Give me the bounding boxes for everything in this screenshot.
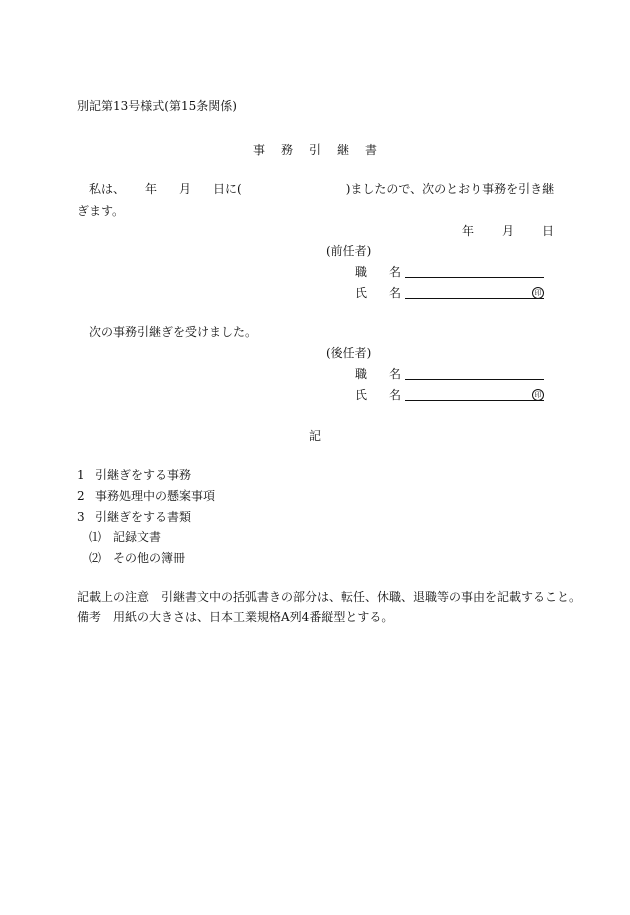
successor-name-label — [355, 389, 401, 401]
label-char: 職 — [355, 265, 368, 279]
document-date — [462, 225, 554, 237]
successor-role: (後任者) — [326, 346, 372, 360]
predecessor-seal-icon: 印 — [532, 287, 544, 299]
sub-item-text: 記録文書 — [113, 530, 162, 544]
predecessor-name-label — [355, 287, 401, 299]
label-char: 氏 — [355, 286, 368, 300]
form-reference: 別記第13号様式(第15条関係) — [77, 99, 237, 113]
sub-item-text: その他の簿冊 — [113, 551, 186, 565]
successor-title-label — [355, 368, 401, 380]
predecessor-title-line — [405, 277, 544, 278]
title-char: 引 — [308, 143, 321, 157]
successor-name-line — [405, 400, 544, 401]
title-char: 務 — [280, 143, 293, 157]
sub-item-number: ⑴ — [89, 530, 102, 544]
label-char: 名 — [389, 367, 402, 381]
predecessor-role: (前任者) — [326, 244, 372, 258]
note-line — [77, 591, 581, 603]
note-head: 記載上の注意 — [77, 590, 150, 604]
label-char: 氏 — [355, 388, 368, 402]
handover-statement — [89, 183, 554, 195]
label-char: 名 — [389, 388, 402, 402]
label-char: 名 — [389, 265, 402, 279]
title-char: 書 — [365, 143, 378, 157]
ki-heading: 記 — [308, 429, 321, 443]
sub-list-item — [89, 552, 185, 564]
remarks-text: 用紙の大きさは、日本工業規格A列4番縦型とする。 — [113, 610, 394, 624]
remarks-line — [77, 611, 393, 623]
list-item — [77, 511, 191, 523]
item-number: 1 — [77, 468, 85, 482]
date-month: 月 — [502, 224, 515, 238]
receipt-statement: 次の事務引継ぎを受けました。 — [89, 325, 258, 339]
statement-year: 年 — [145, 182, 158, 196]
list-item — [77, 490, 215, 502]
handover-statement-continuation: ぎます。 — [77, 204, 125, 218]
item-text: 引継ぎをする書類 — [95, 510, 192, 524]
item-text: 事務処理中の懸案事項 — [95, 489, 216, 503]
successor-title-line — [405, 379, 544, 380]
title-char: 事 — [252, 143, 265, 157]
successor-seal-icon: 印 — [532, 389, 544, 401]
document-title — [0, 144, 630, 156]
predecessor-title-label — [355, 266, 401, 278]
sub-item-number: ⑵ — [89, 551, 102, 565]
statement-reason-close: )ましたので、次のとおり事務を引き継 — [345, 182, 555, 196]
remarks-head: 備考 — [77, 610, 102, 624]
statement-month: 月 — [179, 182, 192, 196]
sub-list-item — [89, 531, 161, 543]
date-year: 年 — [462, 224, 475, 238]
item-number: 3 — [77, 510, 85, 524]
label-char: 名 — [389, 286, 402, 300]
note-text: 引継書文中の括弧書きの部分は、転任、休職、退職等の事由を記載すること。 — [161, 590, 582, 604]
statement-day: 日に( — [213, 182, 242, 196]
statement-prefix: 私は、 — [89, 182, 126, 196]
title-char: 継 — [337, 143, 350, 157]
date-day: 日 — [542, 224, 555, 238]
item-text: 引継ぎをする事務 — [95, 468, 192, 482]
item-number: 2 — [77, 489, 85, 503]
list-item — [77, 469, 191, 481]
predecessor-name-line — [405, 298, 544, 299]
label-char: 職 — [355, 367, 368, 381]
